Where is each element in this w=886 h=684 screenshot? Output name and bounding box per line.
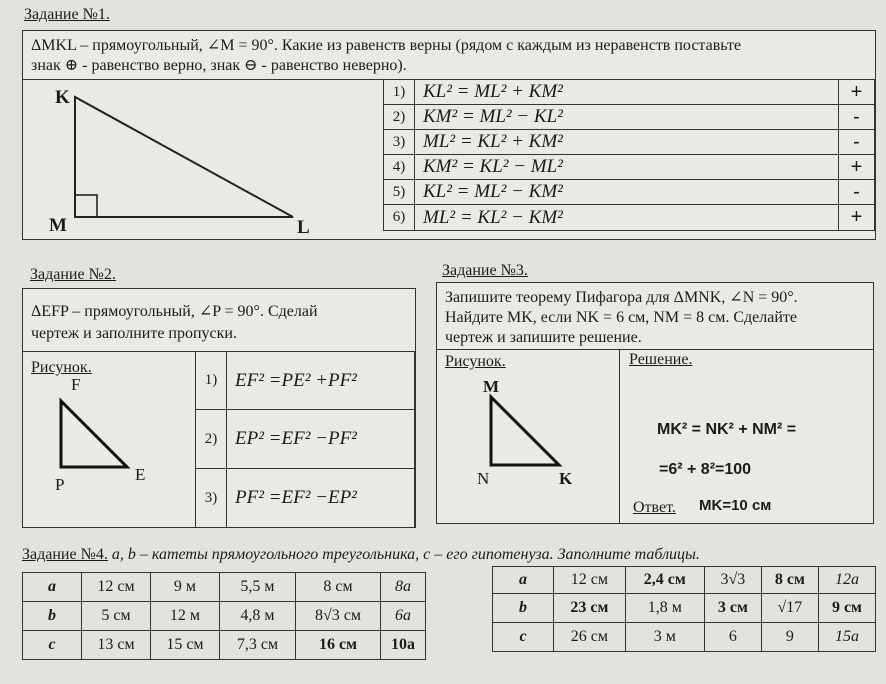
task3-box (436, 282, 874, 524)
table-cell: b (23, 602, 82, 631)
table-row (23, 631, 426, 660)
table-cell: 3√3 (704, 567, 761, 594)
vertex-label-m: M (49, 215, 67, 236)
table-cell: 16 см (296, 631, 381, 660)
task3-text-line1: Запишите теорему Пифагора для ΔMNK, ∠N = 90°. (445, 289, 798, 306)
table-cell: 1) (384, 80, 415, 105)
table-cell: 23 см (554, 594, 626, 623)
mark-cell[interactable]: - (838, 130, 874, 155)
task1-triangle (23, 81, 343, 241)
table-row (493, 567, 876, 594)
table-cell: ML² = KL² − KM² (415, 205, 839, 231)
table-row (493, 594, 876, 623)
table-cell: 2) (196, 410, 227, 469)
vertex-label-l: L (297, 217, 310, 238)
table-cell: 3 см (704, 594, 761, 623)
table-row (384, 155, 875, 180)
task2-box (22, 288, 416, 528)
table-cell: 9 м (150, 573, 219, 602)
table-cell: 12a (818, 567, 875, 594)
vertex-label-e: E (135, 465, 146, 484)
task2-figure-label: Рисунок. (31, 359, 92, 376)
table-cell: EF² =PE² +PF² (227, 352, 415, 410)
task1-box (22, 30, 876, 240)
task4-heading (22, 546, 700, 564)
table-cell: 3) (196, 469, 227, 528)
vertex-label-p: P (55, 475, 65, 494)
task4-header: Задание №4. (22, 546, 108, 563)
table-cell: 12 см (82, 573, 151, 602)
table-cell: 26 см (554, 623, 626, 652)
task1-text-line2: знак ⊕ - равенство верно, знак ⊖ - равенство неверно). (31, 57, 407, 74)
table-cell: 7,3 см (219, 631, 295, 660)
table-cell: KL² = ML² − KM² (415, 180, 839, 205)
table-cell: EP² =EF² −PF² (227, 410, 415, 469)
table-cell: 5 см (82, 602, 151, 631)
vertex-label-m: M (483, 377, 500, 396)
table-cell: 5,5 м (219, 573, 295, 602)
vertex-label-k: K (55, 87, 70, 108)
task3-solution-label: Решение. (629, 351, 693, 368)
task2-header: Задание №2. (30, 266, 116, 283)
table-cell: 3) (384, 130, 415, 155)
table-cell: 8√3 см (296, 602, 381, 631)
vertex-label-k: K (559, 469, 573, 488)
task3-vertical-divider (619, 349, 620, 523)
table-cell: 12 м (150, 602, 219, 631)
table-cell: ML² = KL² + KM² (415, 130, 839, 155)
table-cell: KM² = ML² − KL² (415, 105, 839, 130)
table-cell: 9 см (818, 594, 875, 623)
task2-text-line1: ΔEFP – прямоугольный, ∠P = 90°. Сделай (31, 303, 318, 320)
table-cell: 2) (384, 105, 415, 130)
table-cell: 13 см (82, 631, 151, 660)
table-cell: 6 (704, 623, 761, 652)
table-cell: PF² =EF² −EP² (227, 469, 415, 528)
table-cell: 6a (380, 602, 425, 631)
vertex-label-n: N (477, 469, 490, 488)
table-row (23, 573, 426, 602)
table-cell: a (493, 567, 554, 594)
table-cell: KM² = KL² − ML² (415, 155, 839, 180)
task4-table2 (492, 566, 876, 652)
task2-equations-table (195, 351, 415, 528)
table-cell: 12 см (554, 567, 626, 594)
mark-cell[interactable]: - (838, 105, 874, 130)
table-row (384, 180, 875, 205)
table-cell: c (23, 631, 82, 660)
task2-triangle (51, 393, 171, 493)
table-cell: 6) (384, 205, 415, 231)
task3-text-line3: чертеж и запишите решение. (445, 329, 642, 346)
mark-cell[interactable]: + (838, 80, 874, 105)
answer-label: Ответ. (633, 499, 676, 516)
table-cell: 15 см (150, 631, 219, 660)
table-row (384, 80, 875, 105)
table-row (196, 410, 415, 469)
solution-line1: MK² = NK² + NM² = (657, 421, 797, 438)
task4-table1 (22, 572, 426, 660)
task1-equations-table (383, 79, 875, 231)
table-cell: 2,4 см (625, 567, 704, 594)
table-cell: 8 см (761, 567, 818, 594)
table-cell: 4) (384, 155, 415, 180)
answer-value: MK=10 см (699, 497, 772, 514)
mark-cell[interactable]: + (838, 205, 874, 231)
table-row (384, 205, 875, 231)
table-cell: c (493, 623, 554, 652)
table-cell: 10a (380, 631, 425, 660)
table-cell: √17 (761, 594, 818, 623)
table-cell: KL² = ML² + KM² (415, 80, 839, 105)
table-cell: a (23, 573, 82, 602)
table-row (196, 469, 415, 528)
task2-text-line2: чертеж и заполните пропуски. (31, 325, 237, 342)
table-cell: 9 (761, 623, 818, 652)
table-cell: 4,8 м (219, 602, 295, 631)
table-cell: b (493, 594, 554, 623)
table-row (384, 105, 875, 130)
solution-line2: =6² + 8²=100 (659, 461, 752, 478)
task1-text-line1: ΔMKL – прямоугольный, ∠M = 90°. Какие из равенств верны (рядом с каждым из неравенств поставьте (31, 37, 742, 54)
vertex-label-f: F (71, 375, 81, 394)
table-cell: 1,8 м (625, 594, 704, 623)
table-cell: 5) (384, 180, 415, 205)
task1-header: Задание №1. (24, 6, 110, 23)
table-row (384, 130, 875, 155)
table-row (196, 352, 415, 410)
task3-figure-label: Рисунок. (445, 353, 506, 370)
table-cell: 3 м (625, 623, 704, 652)
table-cell: 8a (380, 573, 425, 602)
mark-cell[interactable]: + (838, 155, 874, 180)
table-cell: 8 см (296, 573, 381, 602)
task4-text: a, b – катеты прямоугольного треугольника, c – его гипотенуза. Заполните таблицы. (107, 546, 700, 563)
task3-text-line2: Найдите MK, если NK = 6 см, NM = 8 см. Сделайте (445, 309, 797, 326)
table-row (493, 623, 876, 652)
mark-cell[interactable]: - (838, 180, 874, 205)
task3-header: Задание №3. (442, 262, 528, 279)
table-cell: 15a (818, 623, 875, 652)
table-cell: 1) (196, 352, 227, 410)
table-row (23, 602, 426, 631)
